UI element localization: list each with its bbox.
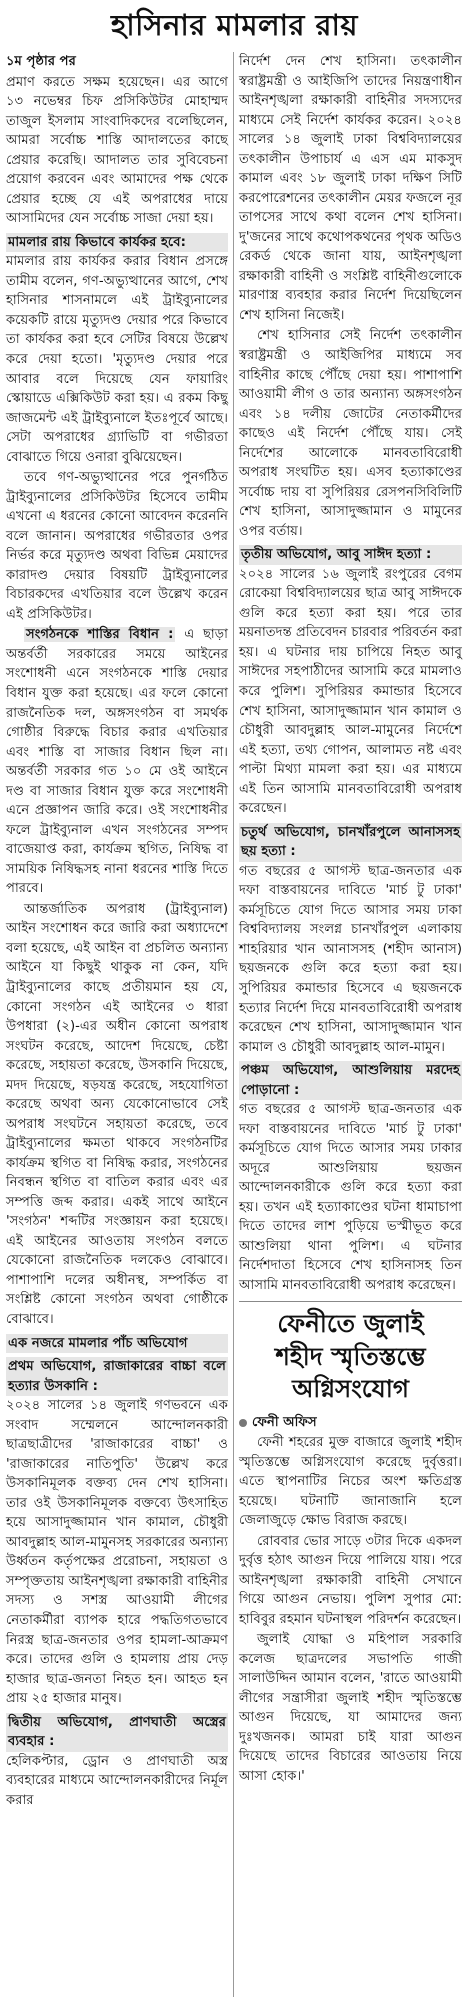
charge-heading: দ্বিতীয় অভিযোগ, প্রাণঘাতী অস্ত্রের ব্যবহার : bbox=[6, 1713, 228, 1752]
paragraph: হেলিকপ্টার, ড্রোন ও প্রাণঘাতী অস্ত্র ব্যবহারের মাধ্যমে আন্দোলনকারীদের নির্মূল করার bbox=[6, 1753, 228, 1808]
paragraph: ২০২৪ সালের ১৪ জুলাই গণভবনে এক সংবাদ সম্মেলনে আন্দোলনকারী ছাত্রছাত্রীদের 'রাজাকারের বাচ্চা' ও 'রাজাকারের নাতিপুতি' উল্লেখ করে উসকানিমূলক বক্তব্য দেন শেখ হাসিনা। তার ওই উসকানিমূলক বক্তব্যে উৎসাহিত হয়ে আসাদুজ্জামান খান কামাল, চৌধুরী আবদুল্লাহ আল-মামুনসহ সরকারের অন্যান্য উর্ধ্বতন কর্তৃপক্ষের প্ররোচনা, সহায়তা ও সম্পৃক্ততায় আইনশৃঙ্খলা রক্ষাকারী বাহিনীর সদস্য ও সশস্ত্র আওয়ামী লীগের নেতাকর্মীরা ব্যাপক হারে পদ্ধতিগতভাবে নিরস্ত্র ছাত্র-জনতার ওপর হামলা-আক্রমণ করে। তাদের গুলি ও হামলায় প্রায় দেড় হাজার ছাত্র-জনতা নিহত হন। আহত হন প্রায় ২৫ হাজার মানুষ। bbox=[6, 1398, 228, 1707]
charge-heading: চতুর্থ অভিযোগ, চানখাঁরপুলে আনাসসহ ছয় হত্যা : bbox=[239, 823, 462, 862]
paragraph-text: এ ছাড়া অন্তর্বর্তী সরকারের সময়ে আইনের সংশোধনী এনে সংগঠনকে শাস্তি দেয়ার বিধান যুক্ত করা হয়েছে। এর ফলে কোনো রাজনৈতিক দল, অঙ্গসংগঠন বা সমর্থক গোষ্ঠীর বিরুদ্ধে বিচার করার এখতিয়ার এবং শাস্তি বা সাজার বিধান ছিল না। অন্তর্বর্তী সরকার গত ১০ মে ওই আইনে দণ্ড বা সাজার বিধান যুক্ত করে সংশোধনী এনে প্রজ্ঞাপন জারি করে। ওই সংশোধনীর ফলে ট্রাইব্যুনাল এখন সংগঠনের সম্পদ বাজেয়াপ্ত করা, কার্যক্রম স্থগিত, নিষিদ্ধ বা সাময়িক নিষিদ্ধসহ নানা ধরনের শাস্তি দিতে পারবে। bbox=[6, 627, 228, 897]
paragraph: শেখ হাসিনার সেই নির্দেশ তৎকালীন স্বরাষ্ট্রমন্ত্রী ও আইজিপির মাধ্যমে সব বাহিনীর কাছে পৌঁছে দেয়া হয়। পাশাপাশি আওয়ামী লীগ ও তার অন্যান্য অঙ্গসংগঠন এবং ১৪ দলীয় জোটের নেতাকর্মীদের কাছেও এই নির্দেশ পৌঁছে যায়। সেই নির্দেশের আলোকে মানবতাবিরোধী অপরাধ সংঘটিত হয়। এসব হত্যাকাণ্ডের সর্বোচ্চ দায় বা সুপিরিয়র রেসপনসিবিলিটি শেখ হাসিনা, আসাদুজ্জামান ও মামুনের ওপর বর্তায়। bbox=[239, 328, 462, 539]
charge-heading: তৃতীয় অভিযোগ, আবু সাঈদ হত্যা : bbox=[239, 545, 462, 565]
section-lead: সংগঠনকে শাস্তির বিধান : bbox=[26, 627, 174, 643]
paragraph: গত বছরের ৫ আগস্ট ছাত্র-জনতার এক দফা বাস্তবায়নের দাবিতে 'মার্চ টু ঢাকা' কর্মসূচিতে যোগ দিতে আসার সময় ঢাকার অদূরে আশুলিয়ায় ছয়জন আন্দোলনকারীকে গুলি করে হত্যা করা হয়। তখন এই হত্যাকাণ্ডের ঘটনা ধামাচাপা দিতে তাদের লাশ পুড়িয়ে ভস্মীভূত করে আশুলিয়া থানা পুলিশ। এ ঘটনার নির্দেশদাতা হিসেবে শেখ হাসিনাসহ তিন আসামি মানবতাবিরোধী অপরাধ করেছেন। bbox=[239, 1102, 462, 1293]
headline: হাসিনার মামলার রায় bbox=[111, 8, 358, 42]
byline bbox=[239, 1413, 462, 1433]
left-column bbox=[3, 52, 234, 1997]
feni-headline: ফেনীতে জুলাই শহীদ স্মৃতিস্তম্ভে অগ্নিসংযোগ bbox=[275, 1309, 426, 1404]
paragraph: তবে গণ-অভ্যুত্থানের পরে পুনর্গঠিত ট্রাইব্যুনালের প্রসিকিউটর হিসেবে তামীম এখনো এ ধরনের কোনো আবেদন করেননি বলে জানান। অপরাধের গভীরতার ওপর নির্ভর করে মৃত্যুদণ্ড অথবা বিভিন্ন মেয়াদের কারাদণ্ড দেয়ার বিষয়টি ট্রাইব্যুনালের বিচারকদের এখতিয়ার বলে উল্লেখ করেন এই প্রসিকিউটর। bbox=[6, 470, 228, 622]
paragraph bbox=[6, 52, 228, 72]
bullet-icon bbox=[239, 1419, 247, 1427]
continued-label: ১ম পৃষ্ঠার পর bbox=[6, 54, 76, 69]
paragraph: ২০২৪ সালের ১৬ জুলাই রংপুরের বেগম রোকেয়া বিশ্ববিদ্যালয়ের ছাত্র আবু সাঈদকে গুলি করে হত্যা করা হয়। পরে তার ময়নাতদন্ত প্রতিবেদন চারবার পরিবর্তন করা হয়। এ ঘটনার দায় চাপিয়ে নিহত আবু সাঈদের সহপাঠীদের আসামি করে মামলাও করে পুলিশ। সুপিরিয়র কমান্ডার হিসেবে শেখ হাসিনা, আসাদুজ্জামান খান কামাল ও চৌধুরী আবদুল্লাহ আল-মামুনের নির্দেশে এই হত্যা, তথ্য গোপন, আলামত নষ্ট এবং পাল্টা মিথ্যা মামলা করা হয়। এর মাধ্যমে এই তিন আসামি মানবতাবিরোধী অপরাধ করেছেন। bbox=[239, 566, 462, 817]
paragraph: গত বছরের ৫ আগস্ট ছাত্র-জনতার এক দফা বাস্তবায়নের দাবিতে 'মার্চ টু ঢাকা' কর্মসূচিতে যোগ দিতে আসার সময় ঢাকা বিশ্ববিদ্যালয় সংলগ্ন চানখাঁরপুল এলাকায় শাহরিয়ার খান আনাসসহ (শহীদ আনাস) ছয়জনকে গুলি করে হত্যা করা হয়। সুপিরিয়র কমান্ডার হিসেবে এ ছয়জনকে হত্যার নির্দেশ দিয়ে মানবতাবিরোধী অপরাধ করেছেন শেখ হাসিনা, আসাদুজ্জামান খান কামাল ও চৌধুরী আবদুল্লাহ আল-মামুন। bbox=[239, 863, 462, 1055]
paragraph: আন্তর্জাতিক অপরাধ (ট্রাইব্যুনাল) আইন সংশোধন করে জারি করা অধ্যাদেশে বলা হয়েছে, এই আইন বা প্রচলিত অন্যান্য আইনে যা কিছুই থাকুক না কেন, যদি ট্রাইব্যুনালের কাছে প্রতীয়মান হয় যে, কোনো সংগঠন এই আইনের ৩ ধারা উপধারা (২)-এর অধীন কোনো অপরাধ সংঘটন করেছে, আদেশ দিয়েছে, চেষ্টা করেছে, সহায়তা করেছে, উসকানি দিয়েছে, মদদ দিয়েছে, ষড়যন্ত্র করেছে, সহযোগিতা করেছে অথবা অন্য যেকোনোভাবে সেই অপরাধ সংঘটনে সহায়তা করেছে, তবে ট্রাইব্যুনালের ক্ষমতা থাকবে সংগঠনটির কার্যক্রম স্থগিত বা নিষিদ্ধ করার, সংগঠনের নিবন্ধন স্থগিত বা বাতিল করার এবং এর সম্পত্তি জব্দ করার। একই সাথে আইনে 'সংগঠন' শব্দটির সংজ্ঞায়ন করা হয়েছে। এই আইনের আওতায় সংগঠন বলতে যেকোনো রাজনৈতিক দলকেও বোঝাবে। পাশাপাশি দলের অধীনস্থ, সম্পর্কিত বা সংশ্লিষ্ট কোনো সংগঠন অথবা গোষ্ঠীকে বোঝাবে। bbox=[6, 901, 228, 1327]
paragraph: নির্দেশ দেন শেখ হাসিনা। তৎকালীন স্বরাষ্ট্রমন্ত্রী ও আইজিপি তাদের নিয়ন্ত্রণাধীন আইনশৃঙ্খলা রক্ষাকারী বাহিনীর সদস্যদের মাধ্যমে সেই নির্দেশ কার্যকর করেন। ২০২৪ সালের ১৪ জুলাই ঢাকা বিশ্ববিদ্যালয়ের তৎকালীন উপাচার্য এ এস এম মাকসুদ কামাল এবং ১৮ জুলাই ঢাকা দক্ষিণ সিটি করপোরেশনের তৎকালীন মেয়র ফজলে নূর তাপসের সাথে কথা বলেন শেখ হাসিনা। দু'জনের সাথে কথোপকথনের পৃথক অডিও রেকর্ড থেকে জানা যায়, আইনশৃঙ্খলা রক্ষাকারী বাহিনী ও সংশ্লিষ্ট বাহিনীগুলোকে মারণাস্ত্র ব্যবহার করার নির্দেশ দিয়েছিলেন শেখ হাসিনা নিজেই। bbox=[239, 54, 462, 323]
paragraph: মামলার রায় কার্যকর করার বিধান প্রসঙ্গে তামীম বলেন, গণ-অভ্যুত্থানের আগে, শেখ হাসিনার শাসনামলে এই ট্রাইব্যুনালের কয়েকটি রায়ে মৃত্যুদণ্ড দেয়ার পরে কিভাবে তা কার্যকর করা হবে সেটির বিষয়ে উল্লেখ করে দেয়া হতো। 'মৃত্যুদণ্ড দেয়ার পরে আবার বলে দিয়েছে যেন ফায়ারিং স্কোয়াডে এক্সিকিউট করা হয়। এ রকম কিছু জাজমেন্ট এই ট্রাইব্যুনালে ইতঃপূর্বে আছে। সেটা অপরাধের গ্র্যাভিটি বা গভীরতা বোঝাতে গিয়ে ওনারা বুঝিয়েছেন। bbox=[6, 254, 228, 465]
paragraph bbox=[6, 625, 228, 898]
article-columns bbox=[3, 52, 466, 1997]
byline-text: ফেনী অফিস bbox=[252, 1415, 317, 1431]
charge-heading: পঞ্চম অভিযোগ, আশুলিয়ায় মরদেহ পোড়ানো : bbox=[239, 1061, 462, 1100]
feni-article bbox=[239, 1301, 462, 1786]
paragraph: রোববার ভোর সাড়ে ৩টার দিকে একদল দুর্বৃত্ত হঠাৎ আগুন দিয়ে পালিয়ে যায়। পরে আইনশৃঙ্খলা রক্ষাকারী বাহিনী সেখানে গিয়ে আগুন নেভায়। পুলিশ সুপার মো: হাবিবুর রহমান ঘটনাস্থল পরিদর্শন করেছেন। bbox=[239, 1533, 462, 1627]
section-heading: এক নজরে মামলার পাঁচ অভিযোগ bbox=[6, 1334, 228, 1354]
paragraph: ফেনী শহরের মুক্ত বাজারে জুলাই শহীদ স্মৃতিস্তম্ভে অগ্নিসংযোগ করেছে দুর্বৃত্তরা। এতে স্থাপনাটির নিচের অংশ ক্ষতিগ্রস্ত হয়েছে। ঘটনাটি জানাজানি হলে জেলাজুড়ে ক্ষোভ বিরাজ করছে। bbox=[239, 1434, 462, 1529]
paragraph: জুলাই যোদ্ধা ও মহিপাল সরকারি কলেজ ছাত্রদলের সভাপতি গাজী সালাউদ্দিন আমান বলেন, 'রাতে আওয়ামী লীগের সন্ত্রাসীরা জুলাই শহীদ স্মৃতিস্তম্ভে আগুন দিয়েছে, যা আমাদের জন্য দুঃখজনক। আমরা চাই যারা আগুন দিয়েছে তাদের বিচারের আওতায় নিয়ে আসা হোক।' bbox=[239, 1632, 462, 1785]
section-heading: মামলার রায় কিভাবে কার্যকর হবে: bbox=[6, 233, 228, 253]
charge-heading: প্রথম অভিযোগ, রাজাকারের বাচ্চা বলে হত্যার উসকানি : bbox=[6, 1357, 228, 1396]
right-column bbox=[234, 52, 465, 1997]
paragraph: প্রমাণ করতে সক্ষম হয়েছেন। এর আগে ১৩ নভেম্বর চিফ প্রসিকিউটর মোহাম্মদ তাজুল ইসলাম সাংবাদিকদের বলেছিলেন, আমরা সর্বোচ্চ শাস্তি আদালতের কাছে প্রেয়ার করেছি। আদালত তার সুবিবেচনা প্রয়োগ করবেন এবং আমাদের পক্ষ থেকে প্রেয়ার হচ্ছে যে এই অপরাধের দায়ে আসামিদের যেন সর্বোচ্চ সাজা দেয়া হয়। bbox=[6, 74, 228, 227]
